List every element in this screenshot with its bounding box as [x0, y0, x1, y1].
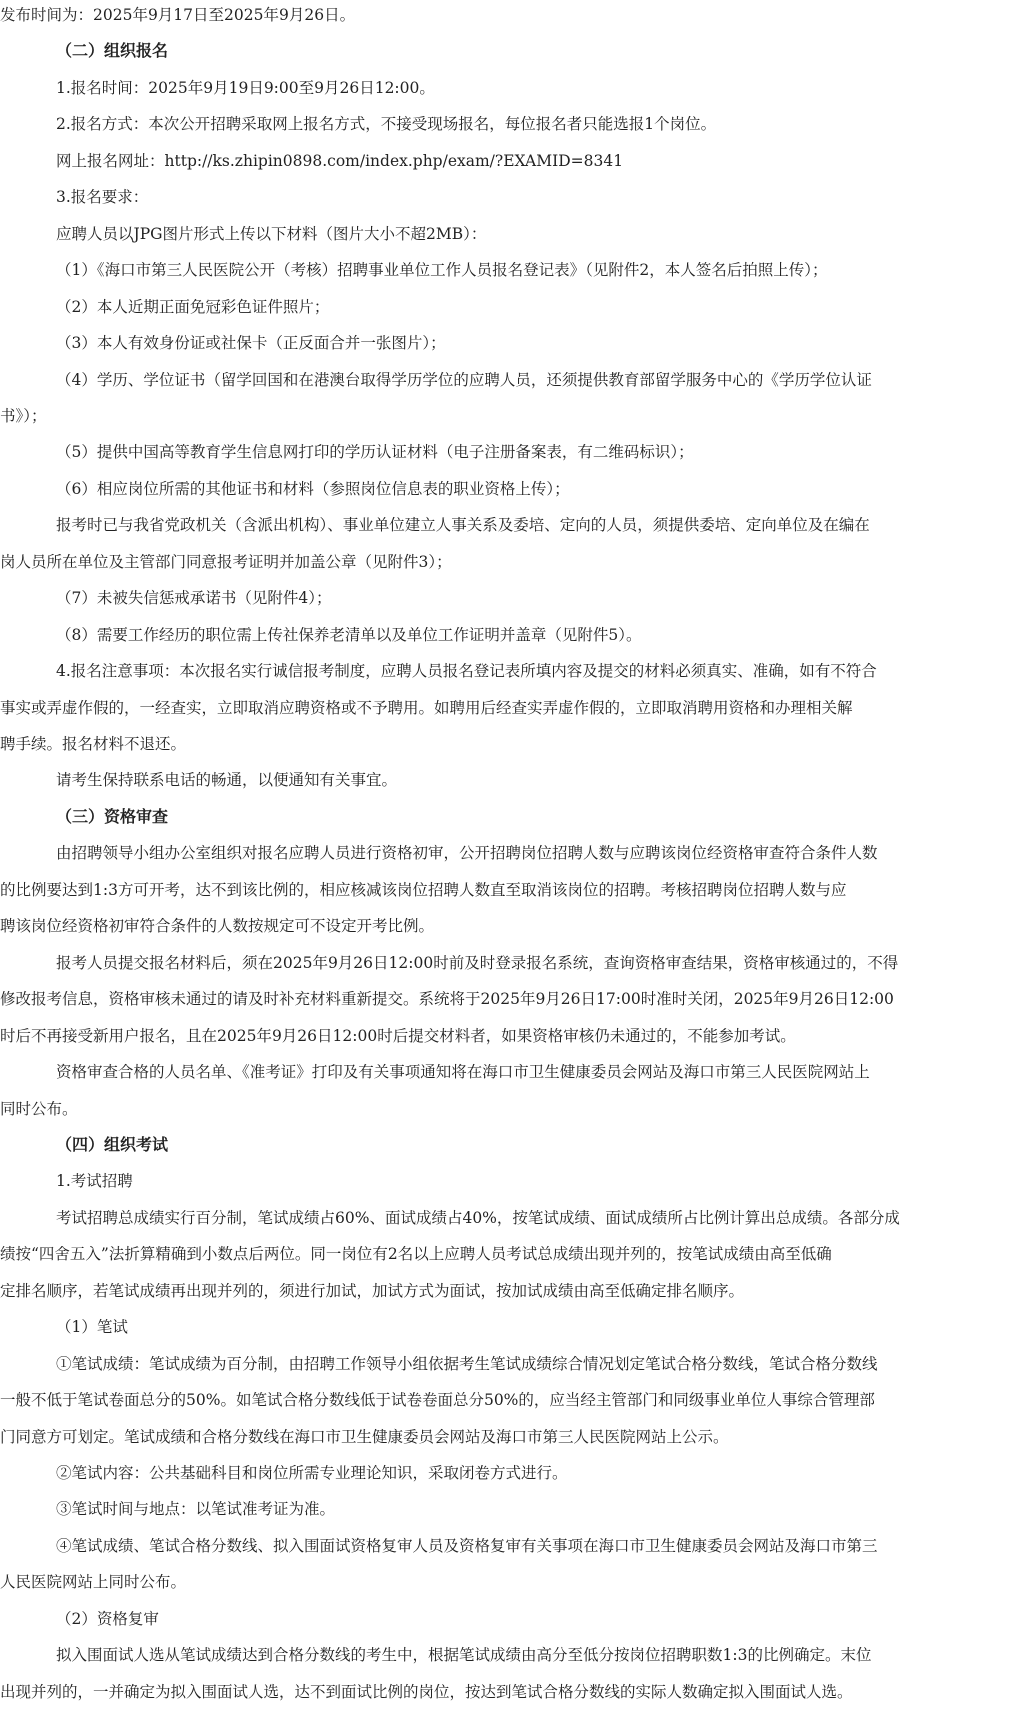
paragraph-line: （1）笔试 [56, 1318, 128, 1337]
paragraph-line: 聘该岗位经资格初审符合条件的人数按规定可不设定开考比例。 [0, 917, 435, 936]
paragraph-line: ③笔试时间与地点：以笔试准考证为准。 [56, 1500, 336, 1519]
paragraph-line: （3）本人有效身份证或社保卡（正反面合并一张图片）； [56, 334, 446, 353]
paragraph-line: 网上报名网址：http://ks.zhipin0898.com/index.php/exam/?EXAMID=8341 [56, 151, 624, 170]
paragraph-line: 定排名顺序，若笔试成绩再出现并列的，须进行加试，加试方式为面试，按加试成绩由高至低确定排名顺序。 [0, 1281, 745, 1300]
paragraph-line: 应聘人员以JPG图片形式上传以下材料（图片大小不超2MB）： [56, 224, 487, 243]
paragraph-line: 一般不低于笔试卷面总分的50%。如笔试合格分数线低于试卷卷面总分50%的，应当经主管部门和同级事业单位人事综合管理部 [0, 1391, 875, 1410]
section-heading: （二）组织报名 [56, 41, 169, 61]
paragraph-line: （2）本人近期正面免冠彩色证件照片； [56, 297, 330, 316]
paragraph-line: ②笔试内容：公共基础科目和岗位所需专业理论知识，采取闭卷方式进行。 [56, 1464, 568, 1482]
paragraph-line: 报考时已与我省党政机关（含派出机构）、事业单位建立人事关系及委培、定向的人员，须提供委培、定向单位及在编在 [56, 516, 870, 535]
paragraph-line: 岗人员所在单位及主管部门同意报考证明并加盖公章（见附件3）； [0, 552, 452, 571]
paragraph-line: 人民医院网站上同时公布。 [0, 1573, 187, 1592]
paragraph-line: （7）未被失信惩戒承诺书（见附件4）； [56, 589, 332, 608]
paragraph-line: ④笔试成绩、笔试合格分数线、拟入围面试资格复审人员及资格复审有关事项在海口市卫生健康委员会网站及海口市第三 [56, 1536, 878, 1555]
paragraph-line: 出现并列的，一并确定为拟入围面试人选，达不到面试比例的岗位，按达到笔试合格分数线的实际人数确定拟入围面试人选。 [0, 1682, 853, 1701]
paragraph-line: ①笔试成绩：笔试成绩为百分制，由招聘工作领导小组依据考生笔试成绩综合情况划定笔试合格分数线，笔试合格分数线 [56, 1354, 878, 1373]
paragraph-line: 1.报名时间：2025年9月19日9:00至9月26日12:00。 [56, 78, 435, 97]
paragraph-line: 发布时间为：2025年9月17日至2025年9月26日。 [0, 6, 356, 24]
section-heading: （四）组织考试 [56, 1134, 169, 1154]
paragraph-line: （6）相应岗位所需的其他证书和材料（参照岗位信息表的职业资格上传）； [56, 479, 570, 498]
paragraph-line: （2）资格复审 [56, 1609, 159, 1628]
paragraph-line: 考试招聘总成绩实行百分制，笔试成绩占60%、面试成绩占40%，按笔试成绩、面试成绩所占比例计算出总成绩。各部分成 [56, 1208, 900, 1227]
section-heading: （三）资格审查 [56, 806, 169, 826]
paragraph-line: 聘手续。报名材料不退还。 [0, 735, 187, 753]
paragraph-line: 同时公布。 [0, 1099, 78, 1118]
paragraph-line: 1.考试招聘 [56, 1172, 133, 1191]
paragraph-line: （5）提供中国高等教育学生信息网打印的学历认证材料（电子注册备案表，有二维码标识）； [56, 443, 694, 462]
paragraph-line: （8）需要工作经历的职位需上传社保养老清单以及单位工作证明并盖章（见附件5）。 [56, 625, 642, 644]
paragraph-line: 书》）； [0, 406, 47, 425]
paragraph-line: 2.报名方式：本次公开招聘采取网上报名方式，不接受现场报名，每位报名者只能选报1个岗位。 [56, 115, 717, 134]
paragraph-line: 的比例要达到1:3方可开考，达不到该比例的，相应核减该岗位招聘人数直至取消该岗位的招聘。考核招聘岗位招聘人数与应 [0, 880, 847, 899]
paragraph-line: 资格审查合格的人员名单、《准考证》打印及有关事项通知将在海口市卫生健康委员会网站及海口市第三人民医院网站上 [56, 1063, 870, 1082]
paragraph-line: （1）《海口市第三人民医院公开（考核）招聘事业单位工作人员报名登记表》（见附件2，本人签名后拍照上传）； [56, 261, 828, 280]
paragraph-line: 4.报名注意事项：本次报名实行诚信报考制度，应聘人员报名登记表所填内容及提交的材料必须真实、准确，如有不符合 [56, 662, 877, 681]
paragraph-line: 事实或弄虚作假的，一经查实，立即取消应聘资格或不予聘用。如聘用后经查实弄虚作假的，立即取消聘用资格和办理相关解 [0, 698, 853, 717]
paragraph-line: 绩按“四舍五入”法折算精确到小数点后两位。同一岗位有2名以上应聘人员考试总成绩出现并列的，按笔试成绩由高至低确 [0, 1245, 832, 1264]
paragraph-line: 请考生保持联系电话的畅通，以便通知有关事宜。 [56, 771, 398, 790]
paragraph-line: 报考人员提交报名材料后，须在2025年9月26日12:00时前及时登录报名系统，查询资格审查结果，资格审核通过的，不得 [56, 953, 899, 972]
paragraph-line: 3.报名要求： [56, 188, 149, 207]
paragraph-line: 拟入围面试人选从笔试成绩达到合格分数线的考生中，根据笔试成绩由高分至低分按岗位招聘职数1:3的比例确定。末位 [56, 1646, 872, 1665]
paragraph-line: （4）学历、学位证书（留学回国和在港澳台取得学历学位的应聘人员，还须提供教育部留学服务中心的《学历学位认证 [56, 370, 872, 389]
paragraph-line: 修改报考信息，资格审核未通过的请及时补充材料重新提交。系统将于2025年9月26日17:00时准时关闭，2025年9月26日12:00 [0, 990, 894, 1009]
paragraph-line: 由招聘领导小组办公室组织对报名应聘人员进行资格初审，公开招聘岗位招聘人数与应聘该岗位经资格审查符合条件人数 [56, 844, 878, 863]
paragraph-line: 时后不再接受新用户报名，且在2025年9月26日12:00时后提交材料者，如果资格审核仍未通过的，不能参加考试。 [0, 1026, 796, 1045]
paragraph-line: 门同意方可划定。笔试成绩和合格分数线在海口市卫生健康委员会网站及海口市第三人民医院网站上公示。 [0, 1427, 729, 1446]
